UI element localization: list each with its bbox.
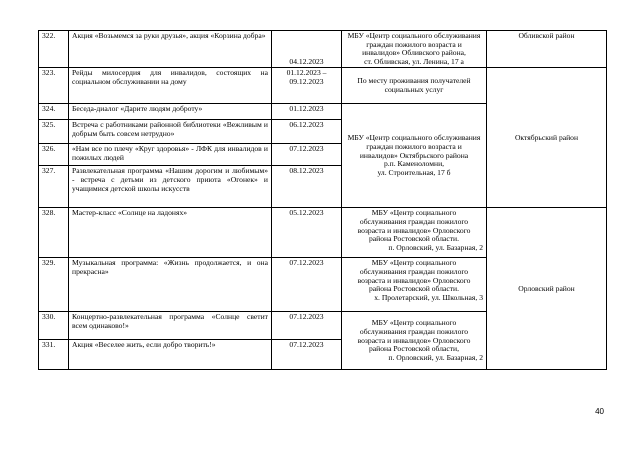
event-date: 07.12.2023	[272, 340, 342, 370]
event-date: 01.12.2023 – 09.12.2023	[272, 68, 342, 104]
event-name: Развлекательная программа «Нашим дорогим и любимым» - встреча с детьми из детского приюта «Огонек» и учащимися детской школы искусств	[69, 166, 272, 208]
page-number: 40	[595, 407, 604, 416]
event-name: Музыкальная программа: «Жизнь продолжается, и она прекрасна»	[69, 258, 272, 312]
row-number: 324.	[39, 104, 69, 120]
event-name: Акция «Возьмемся за руки друзья», акция «Корзина добра»	[69, 31, 272, 68]
row-number: 331.	[39, 340, 69, 370]
event-date: 07.12.2023	[272, 258, 342, 312]
venue-line: инвалидов» Октябрьского района	[359, 150, 469, 160]
district-cell	[487, 68, 607, 208]
row-number: 325.	[39, 120, 69, 144]
row-number: 323.	[39, 68, 69, 104]
venue-line: возраста и инвалидов» Орловского	[357, 225, 471, 235]
event-date: 01.12.2023	[272, 104, 342, 120]
event-venue	[342, 68, 487, 104]
row-number: 330.	[39, 312, 69, 340]
venue-line: обслуживания граждан пожилого	[359, 266, 469, 276]
event-date: 07.12.2023	[272, 144, 342, 166]
venue-line: района Ростовской области.	[368, 234, 460, 244]
venue-line: п. Орловский, ул. Базарная, 2	[388, 352, 483, 362]
row-number: 326.	[39, 144, 69, 166]
row-number: 329.	[39, 258, 69, 312]
event-date: 06.12.2023	[272, 120, 342, 144]
row-number: 327.	[39, 166, 69, 208]
venue-line: граждан пожилого возраста и	[366, 141, 462, 151]
venue-line: возраста и инвалидов» Орловского	[357, 335, 471, 345]
venue-line: х. Пролетарский, ул. Школьная, 3	[374, 292, 483, 302]
venue-line: МБУ «Центр социального	[371, 258, 457, 268]
district-cell: Обливской район	[487, 31, 607, 68]
events-table	[38, 30, 607, 370]
event-date: 07.12.2023	[272, 312, 342, 340]
venue-line: МБУ «Центр социального обслуживания	[347, 31, 481, 40]
district-label: Октябрьский район	[514, 132, 579, 142]
event-venue	[342, 208, 487, 258]
event-date: 08.12.2023	[272, 166, 342, 208]
event-date: 05.12.2023	[272, 208, 342, 258]
event-name: Концертно-развлекательная программа «Солнце светит всем одинаково!»	[69, 312, 272, 340]
event-venue	[342, 31, 487, 68]
venue-line: МБУ «Центр социального обслуживания	[347, 133, 481, 143]
event-venue	[342, 258, 487, 312]
venue-line: р.п. Каменоломни,	[383, 159, 445, 169]
event-name: Мастер-класс «Солнце на ладонях»	[69, 208, 272, 258]
venue-line: социальных услуг	[384, 84, 444, 94]
table-row	[39, 208, 607, 258]
venue-line: возраста и инвалидов» Орловского	[357, 275, 471, 285]
venue-line: ст. Обливская, ул. Ленина, 17 а	[364, 56, 464, 66]
event-venue	[342, 312, 487, 370]
venue-line: МБУ «Центр социального	[371, 208, 457, 218]
row-number: 322.	[39, 31, 69, 68]
event-name: Встреча с работниками районной библиотеки «Вежливым и добрым быть совсем нетрудно»	[69, 120, 272, 144]
district-cell	[487, 208, 607, 370]
table-row	[39, 68, 607, 104]
venue-line: обслуживания граждан пожилого	[359, 326, 469, 336]
venue-line: ул. Строительная, 17 б	[377, 167, 451, 177]
event-name: «Нам все по плечу «Круг здоровья» - ЛФК для инвалидов и пожилых людей	[69, 144, 272, 166]
table-row	[39, 31, 607, 68]
event-name: Рейды милосердия для инвалидов, состоящих на социальном обслуживании на дому	[69, 68, 272, 104]
event-name: Беседа-диалог «Дарите людям доброту»	[69, 104, 272, 120]
event-venue	[342, 104, 487, 208]
venue-line: района Ростовской области.	[368, 284, 460, 294]
venue-line: обслуживания граждан пожилого	[359, 216, 469, 226]
venue-line: района Ростовской области,	[368, 344, 460, 354]
venue-line: п. Орловский, ул. Базарная, 2	[388, 242, 483, 252]
venue-line: граждан пожилого возраста и	[366, 39, 462, 49]
row-number: 328.	[39, 208, 69, 258]
venue-line: По месту проживания получателей	[357, 76, 471, 86]
venue-line: инвалидов» Обливского района,	[362, 48, 466, 58]
district-label: Орловский район	[518, 283, 575, 293]
event-name: Акция «Веселее жить, если добро творить!»	[69, 340, 272, 370]
event-date: 04.12.2023	[272, 31, 342, 68]
venue-line: МБУ «Центр социального	[371, 318, 457, 328]
